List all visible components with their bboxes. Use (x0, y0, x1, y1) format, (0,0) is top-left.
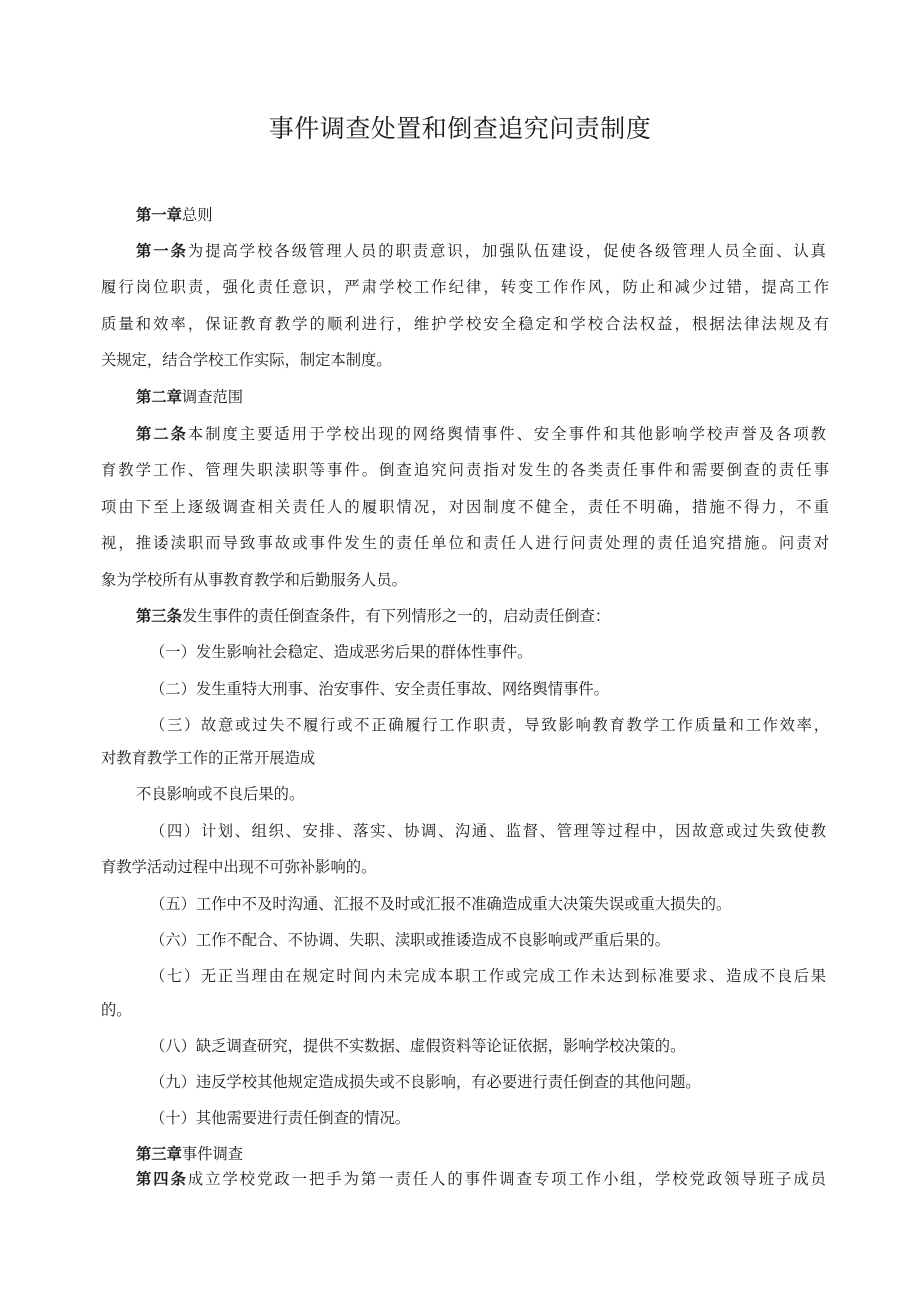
article-3-item-8: （八）缺乏调查研究，提供不实数据、虚假资料等论证依据，影响学校决策的。 (150, 1037, 686, 1055)
chapter-1-label: 第一章 (136, 206, 182, 224)
article-3-item-4-line-2: 育教学活动过程中出现不可弥补影响的。 (101, 858, 377, 876)
article-3-item-1: （一）发生影响社会稳定、造成恶劣后果的群体性事件。 (150, 643, 533, 661)
article-1-line-1 (136, 240, 826, 262)
article-2-line-4: 视，推诿渎职而导致事故或事件发生的责任单位和责任人进行问责处理的责任追究措施。问责对 (101, 534, 829, 552)
article-2-line-5: 象为学校所有从事教育教学和后勤服务人员。 (101, 571, 407, 589)
document-title: 事件调查处置和倒查追究问责制度 (268, 114, 652, 143)
article-3-item-9: （九）违反学校其他规定造成损失或不良影响，有必要进行责任倒查的其他问题。 (150, 1073, 701, 1091)
article-3-item-10: （十）其他需要进行责任倒查的情况。 (150, 1109, 411, 1127)
article-3-intro (136, 605, 826, 627)
chapter-2-heading (136, 386, 826, 408)
article-3-item-2: （二）发生重特大刑事、治安事件、安全责任事故、网络舆情事件。 (150, 680, 609, 698)
chapter-3-label: 第三章 (136, 1145, 182, 1163)
article-3-label: 第三条 (136, 607, 182, 625)
article-3-item-4-line-1: （四）计划、组织、安排、落实、协调、沟通、监督、管理等过程中，因故意或过失致使教 (150, 822, 826, 840)
article-1-line-3: 质量和效率，保证教育教学的顺利进行，维护学校安全稳定和学校合法权益，根据法律法规及有 (101, 315, 829, 333)
chapter-2-label: 第二章 (136, 388, 182, 406)
article-3-item-7-line-1: （七）无正当理由在规定时间内未完成本职工作或完成工作未达到标准要求、造成不良后果 (150, 967, 826, 985)
article-1-text-1: 为提高学校各级管理人员的职责意识，加强队伍建设，促使各级管理人员全面、认真 (187, 242, 826, 260)
chapter-3-heading (136, 1143, 826, 1165)
article-1-line-2: 履行岗位职责，强化责任意识，严肃学校工作纪律，转变工作作风，防止和减少过错，提高工作 (101, 278, 829, 296)
article-2-text-1: 本制度主要适用于学校出现的网络舆情事件、安全事件和其他影响学校声誉及各项教 (187, 425, 826, 443)
article-4-text-1: 成立学校党政一把手为第一责任人的事件调查专项工作小组，学校党政领导班子成员 (187, 1170, 826, 1188)
chapter-3-title: 事件调查 (181, 1145, 244, 1163)
article-1-line-4: 关规定，结合学校工作实际，制定本制度。 (101, 351, 392, 369)
article-2-label: 第二条 (136, 425, 188, 443)
article-1-label: 第一条 (136, 242, 188, 260)
article-3-item-3-line-1: （三）故意或过失不履行或不正确履行工作职责，导致影响教育教学工作质量和工作效率， (150, 716, 829, 734)
chapter-1-heading (136, 204, 826, 226)
article-2-line-2: 育教学工作、管理失职渎职等事件。倒查追究问责指对发生的各类责任事件和需要倒查的责任事 (101, 461, 829, 479)
article-3-item-7-line-2: 的。 (101, 1001, 132, 1019)
chapter-1-title: 总则 (181, 206, 213, 224)
article-4-line-1 (136, 1168, 826, 1190)
article-3-item-3-line-2: 对教育教学工作的正常开展造成 (101, 749, 316, 767)
chapter-2-title: 调查范围 (181, 388, 244, 406)
article-2-line-1 (136, 423, 826, 445)
article-3-item-6: （六）工作不配合、不协调、失职、渎职或推诿造成不良影响或严重后果的。 (150, 931, 671, 949)
article-3-item-5: （五）工作中不及时沟通、汇报不及时或汇报不准确造成重大决策失误或重大损失的。 (150, 895, 732, 913)
article-3-item-3-line-3: 不良影响或不良后果的。 (136, 785, 305, 803)
article-3-intro-text: 发生事件的责任倒查条件，有下列情形之一的，启动责任倒查： (181, 607, 611, 625)
article-4-label: 第四条 (136, 1170, 188, 1188)
article-2-line-3: 项由下至上逐级调查相关责任人的履职情况，对因制度不健全，责任不明确，措施不得力，不重 (101, 498, 829, 516)
